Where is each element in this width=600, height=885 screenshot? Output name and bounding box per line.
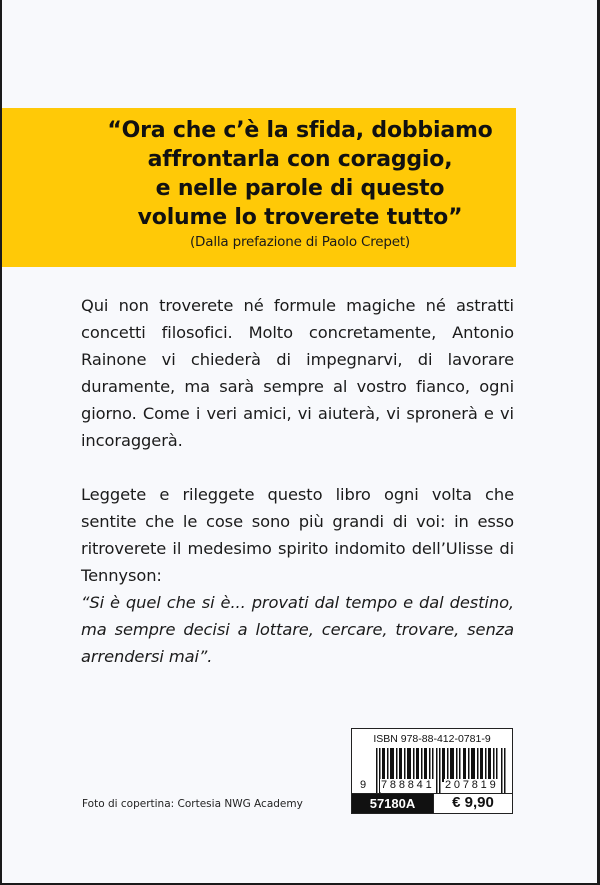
quote-line: “Ora che c’è la sfida, dobbiamo [107,118,493,143]
book-back-cover [2,0,597,883]
product-code: 57180A [352,794,433,813]
price-row [352,793,512,813]
blurb-paragraph-1: Qui non troverete né formule magiche né astratti concetti filosofici. Molto concretamente, Antonio Rainone vi chiederà di impegnarvi, di lavorare duramente, ma sarà sempre al vostro fianco, ogni giorno. Come i veri amici, vi aiuterà, vi spronerà e vi incoraggerà. [81,296,514,450]
barcode-digit-prefix: 9 [360,779,369,791]
quote-line: affrontarla con coraggio, [147,147,453,172]
tennyson-quote: “Si è quel che si è... provati dal tempo e dal destino, ma sempre decisi a lottare, cercare, trovare, senza arrendersi mai”. [81,593,514,666]
barcode-label [351,728,513,814]
quote-line: e nelle parole di questo [155,176,445,201]
preface-quote [2,116,597,232]
quote-line: volume lo troverete tutto” [137,205,463,230]
barcode-digits-left: 788841 [381,779,435,791]
blurb-paragraph-2: Leggete e rileggete questo libro ogni volta che sentite che le cose sono più grandi di voi: in esso ritroverete il medesimo spirito indomito dell’Ulisse di Tennyson: [81,485,514,585]
quote-attribution: (Dalla prefazione di Paolo Crepet) [189,234,410,250]
photo-credit: Foto di copertina: Cortesia NWG Academy [82,798,303,810]
barcode-digits-right: 207819 [445,779,499,791]
quote-banner [2,108,516,267]
price: € 9,90 [433,794,512,813]
isbn-text: ISBN 978-88-412-0781-9 [373,733,491,745]
